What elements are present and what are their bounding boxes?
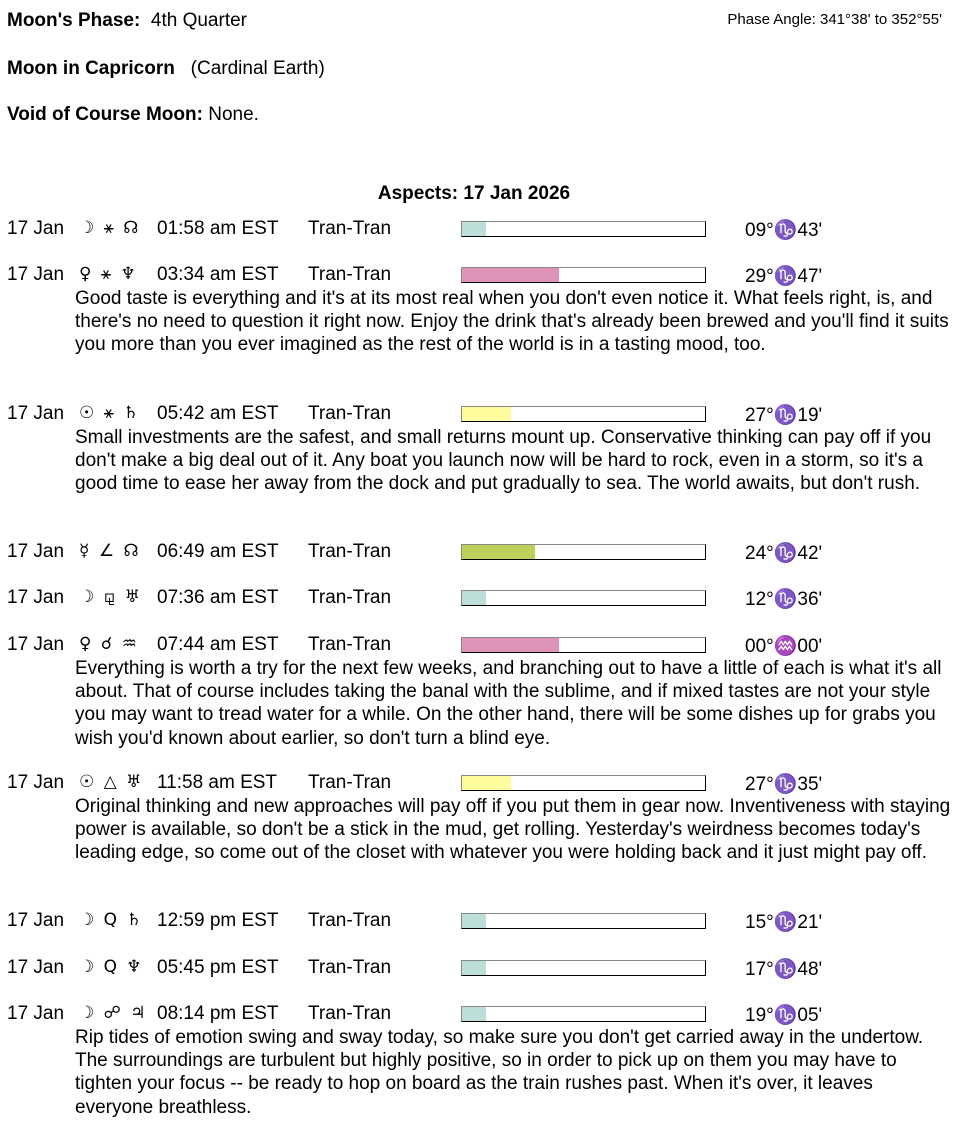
aspect-kind: Tran-Tran: [308, 957, 392, 978]
aspect-strength-bar: [461, 544, 706, 560]
moon-sign: [7, 58, 325, 80]
aspect-time: 12:59 pm EST: [157, 910, 279, 931]
aspect-strength-fill: [462, 268, 559, 282]
aspect-description: Rip tides of emotion swing and sway today, so make sure you don't get carried away in the undertow. The surroundings are turbulent but highly positive, so in order to pick up on them you may have to tighten your focus -- be ready to hop on board as the train rushes past. When it's over, it leaves everyone breathless.: [75, 1027, 924, 1118]
aspect-date: 17 Jan: [7, 634, 65, 655]
aspect-strength-fill: [462, 914, 486, 928]
aspect-glyphs-icon: ☽ Q ♄: [79, 910, 144, 930]
aspect-strength-fill: [462, 545, 535, 559]
moon-phase-value: 4th Quarter: [150, 10, 247, 31]
aspect-date: 17 Jan: [7, 541, 65, 562]
aspect-strength-fill: [462, 591, 486, 605]
aspect-strength-bar: [461, 267, 706, 283]
aspect-strength-bar: [461, 775, 706, 791]
aspects-title: Aspects: 17 Jan 2026: [377, 183, 571, 204]
aspect-time: 07:44 am EST: [157, 634, 279, 655]
aspect-position: 27°♑35': [745, 774, 823, 795]
aspect-glyphs-icon: ☉ △ ♅: [79, 772, 144, 792]
moon-phase: [7, 10, 247, 32]
void-of-course-value: None.: [208, 104, 259, 125]
aspect-glyphs-icon: ☽ ⚼ ♅: [79, 587, 143, 607]
aspect-glyphs-icon: ☽ ⚹ ☊: [79, 218, 141, 238]
aspect-position: 27°♑19': [745, 405, 823, 426]
aspect-kind: Tran-Tran: [308, 587, 392, 608]
aspect-strength-bar: [461, 1006, 706, 1022]
aspect-row: [0, 264, 972, 288]
aspect-kind: Tran-Tran: [308, 772, 392, 793]
aspect-date: 17 Jan: [7, 910, 65, 931]
aspect-time: 06:49 am EST: [157, 541, 279, 562]
aspect-time: 03:34 am EST: [157, 264, 279, 285]
aspect-date: 17 Jan: [7, 772, 65, 793]
aspect-kind: Tran-Tran: [308, 1003, 392, 1024]
aspect-glyphs-icon: ☉ ⚹ ♄: [79, 403, 141, 423]
aspect-row: [0, 1003, 972, 1027]
aspect-glyphs-icon: ☽ ☍ ♃: [79, 1003, 148, 1023]
aspect-time: 05:45 pm EST: [157, 957, 279, 978]
aspect-position: 12°♑36': [745, 589, 823, 610]
aspect-description: Small investments are the safest, and small returns mount up. Conservative thinking can pay off if you don't make a big deal out of it. Any boat you launch now will be hard to rock, even in a storm, so it's a good time to ease her away from the dock and put gradually to sea. The world awaits, but don't rush.: [75, 427, 932, 495]
moon-sign-label: Moon in Capricorn: [7, 58, 175, 79]
void-of-course-label: Void of Course Moon:: [7, 104, 203, 125]
aspect-kind: Tran-Tran: [308, 403, 392, 424]
aspect-row: [0, 218, 972, 242]
aspect-glyphs-icon: ☽ Q ♆: [79, 957, 144, 977]
aspect-kind: Tran-Tran: [308, 264, 392, 285]
aspect-description: Original thinking and new approaches will pay off if you put them in gear now. Inventiveness with staying power is available, so don't be a stick in the mud, get rolling. Yesterday's weirdness becomes today's leading edge, so come out of the closet with whatever you were holding back and it just might pay off.: [75, 796, 951, 864]
aspect-strength-bar: [461, 221, 706, 237]
aspect-position: 17°♑48': [745, 959, 823, 980]
aspect-date: 17 Jan: [7, 587, 65, 608]
aspect-strength-bar: [461, 406, 706, 422]
aspect-time: 11:58 am EST: [157, 772, 278, 793]
aspect-position: 24°♑42': [745, 543, 823, 564]
aspect-glyphs-icon: ☿ ∠ ☊: [79, 541, 141, 561]
aspect-row: [0, 957, 972, 981]
aspect-strength-bar: [461, 913, 706, 929]
aspect-strength-fill: [462, 407, 511, 421]
aspect-description: Everything is worth a try for the next few weeks, and branching out to have a little of each is what it's all about. That of course includes taking the banal with the sublime, and if mixed tastes are not your style you may want to tread water for a while. On the other hand, there will be some dishes up for grabs you wish you'd known about earlier, so don't turn a blind eye.: [75, 658, 942, 749]
aspect-row: [0, 910, 972, 934]
aspect-kind: Tran-Tran: [308, 218, 392, 239]
aspect-kind: Tran-Tran: [308, 910, 392, 931]
aspect-strength-fill: [462, 961, 486, 975]
aspect-strength-fill: [462, 222, 486, 236]
aspect-time: 07:36 am EST: [157, 587, 279, 608]
aspect-row: [0, 587, 972, 611]
aspect-strength-fill: [462, 776, 511, 790]
void-of-course: [7, 104, 259, 126]
aspect-time: 05:42 am EST: [157, 403, 279, 424]
aspect-position: 00°♒00': [745, 636, 823, 657]
phase-angle: Phase Angle: 341°38' to 352°55': [727, 11, 942, 28]
aspect-row: [0, 634, 972, 658]
aspect-glyphs-icon: ♀ ⚹ ♆: [79, 264, 138, 284]
aspect-position: 29°♑47': [745, 266, 823, 287]
aspect-kind: Tran-Tran: [308, 634, 392, 655]
aspect-strength-fill: [462, 638, 559, 652]
aspect-position: 19°♑05': [745, 1005, 823, 1026]
aspect-glyphs-icon: ♀ ☌ ♒: [79, 634, 139, 654]
aspect-date: 17 Jan: [7, 957, 65, 978]
aspect-row: [0, 772, 972, 796]
aspect-time: 01:58 am EST: [157, 218, 279, 239]
aspect-position: 15°♑21': [745, 912, 823, 933]
aspect-position: 09°♑43': [745, 220, 823, 241]
aspect-date: 17 Jan: [7, 264, 65, 285]
aspect-strength-fill: [462, 1007, 486, 1021]
aspect-date: 17 Jan: [7, 403, 65, 424]
aspect-strength-bar: [461, 960, 706, 976]
aspect-strength-bar: [461, 637, 706, 653]
aspect-time: 08:14 pm EST: [157, 1003, 279, 1024]
aspect-row: [0, 541, 972, 565]
aspect-description: Good taste is everything and it's at its most real when you don't even notice it. What feels right, is, and there's no need to question it right now. Enjoy the drink that's already been brewed and you'll find it suits you more than you ever imagined as the rest of the world is in a tasting mood, too.: [75, 288, 949, 356]
moon-phase-label: Moon's Phase:: [7, 10, 141, 31]
aspect-kind: Tran-Tran: [308, 541, 392, 562]
moon-sign-value: (Cardinal Earth): [190, 58, 325, 79]
aspect-row: [0, 403, 972, 427]
aspect-date: 17 Jan: [7, 1003, 65, 1024]
aspect-date: 17 Jan: [7, 218, 65, 239]
aspect-strength-bar: [461, 590, 706, 606]
